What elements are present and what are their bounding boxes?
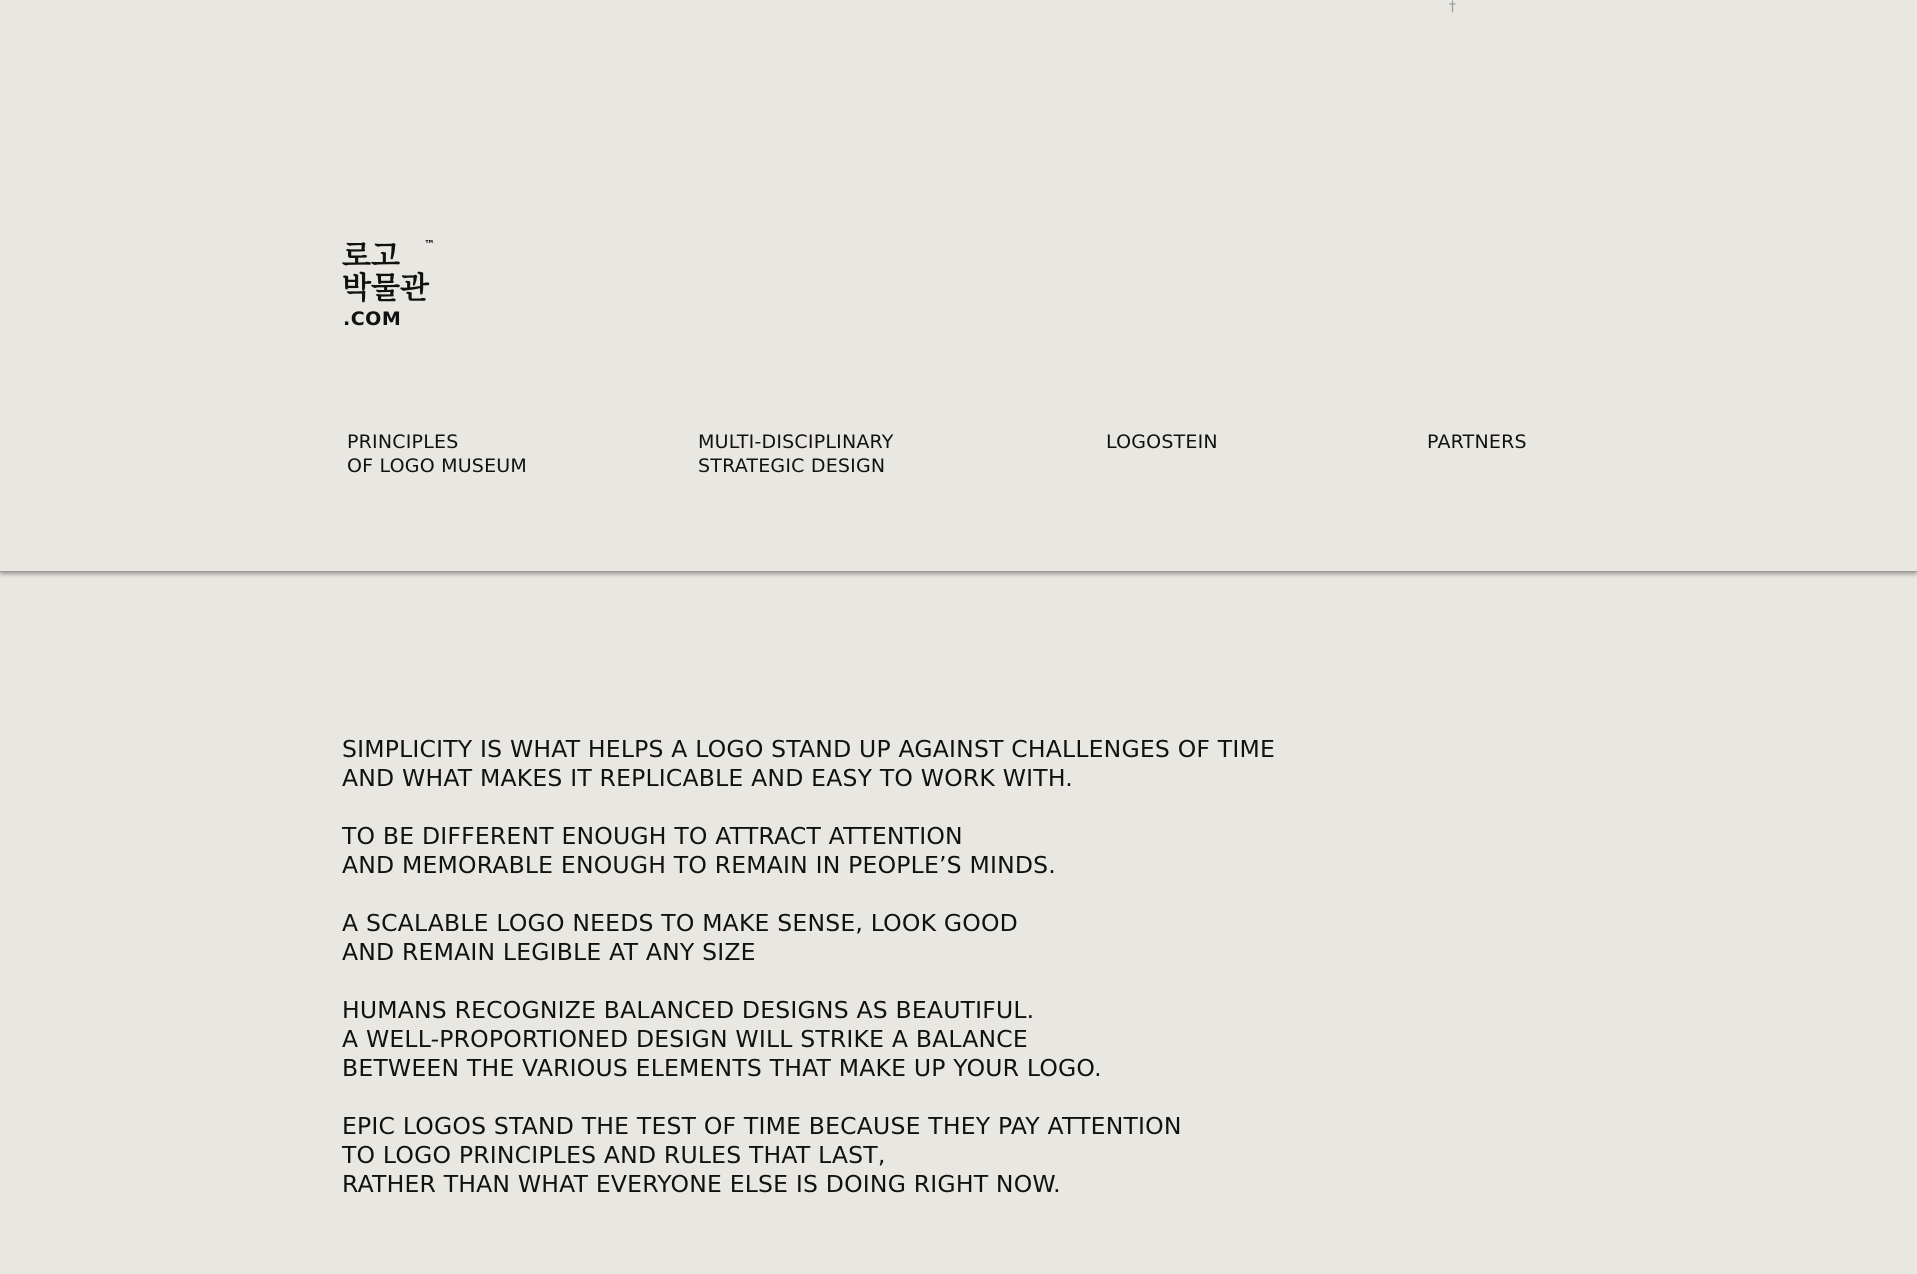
- nav-item-label: MULTI-DISCIPLINARY: [698, 431, 894, 453]
- paragraph-line: TO BE DIFFERENT ENOUGH TO ATTRACT ATTENTION: [342, 822, 963, 850]
- nav-item-label: PARTNERS: [1427, 431, 1527, 453]
- paragraph-line: AND REMAIN LEGIBLE AT ANY SIZE: [342, 938, 756, 966]
- logo-line-3: .COM: [343, 308, 402, 330]
- nav-item-label: OF LOGO MUSEUM: [347, 455, 527, 477]
- paragraph-line: A WELL-PROPORTIONED DESIGN WILL STRIKE A BALANCE: [342, 1025, 1028, 1053]
- paragraph-line: TO LOGO PRINCIPLES AND RULES THAT LAST,: [342, 1141, 886, 1169]
- paragraph-line: RATHER THAN WHAT EVERYONE ELSE IS DOING RIGHT NOW.: [342, 1170, 1061, 1198]
- paragraph-line: EPIC LOGOS STAND THE TEST OF TIME BECAUSE THEY PAY ATTENTION: [342, 1112, 1182, 1140]
- paragraph-line: BETWEEN THE VARIOUS ELEMENTS THAT MAKE UP YOUR LOGO.: [342, 1054, 1102, 1082]
- principle-scalability: [342, 909, 1442, 967]
- principle-balance: [342, 996, 1442, 1083]
- site-logo[interactable]: [342, 238, 446, 334]
- paragraph-line: HUMANS RECOGNIZE BALANCED DESIGNS AS BEAUTIFUL.: [342, 996, 1035, 1024]
- nav-item-principles[interactable]: [347, 430, 527, 478]
- nav-item-partners[interactable]: [1427, 430, 1527, 454]
- logo-line-2: 박물관: [342, 271, 429, 306]
- nav-item-multi-disciplinary[interactable]: [698, 430, 894, 478]
- top-mark: †: [1449, 0, 1456, 15]
- paragraph-line: SIMPLICITY IS WHAT HELPS A LOGO STAND UP AGAINST CHALLENGES OF TIME: [342, 735, 1275, 763]
- nav-item-label: PRINCIPLES: [347, 431, 459, 453]
- nav-item-logostein[interactable]: [1106, 430, 1218, 454]
- paragraph-line: AND MEMORABLE ENOUGH TO REMAIN IN PEOPLE’S MINDS.: [342, 851, 1056, 879]
- principles-content: [342, 735, 1442, 1228]
- principle-simplicity: [342, 735, 1442, 793]
- logo-line-1: 로고: [342, 239, 400, 274]
- principle-memorability: [342, 822, 1442, 880]
- principle-timelessness: [342, 1112, 1442, 1199]
- site-header: [0, 0, 1917, 572]
- nav-item-label: STRATEGIC DESIGN: [698, 455, 886, 477]
- nav-item-label: LOGOSTEIN: [1106, 431, 1218, 453]
- logo-trademark: ™: [424, 238, 435, 251]
- paragraph-line: A SCALABLE LOGO NEEDS TO MAKE SENSE, LOOK GOOD: [342, 909, 1018, 937]
- paragraph-line: AND WHAT MAKES IT REPLICABLE AND EASY TO WORK WITH.: [342, 764, 1073, 792]
